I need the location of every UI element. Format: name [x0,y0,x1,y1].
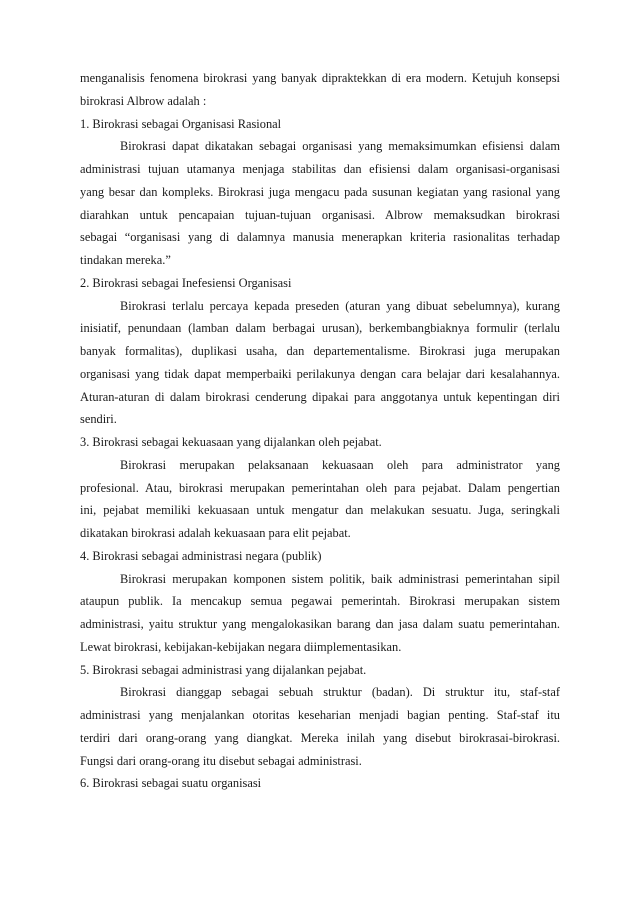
text-line: tindakan mereka.” [80,253,171,267]
text-line: diarahkan untuk pencapaian tujuan-tujuan organisasi. Albrow memaksudkan birokrasi [80,207,560,222]
text-line: Birokrasi terlalu percaya kepada preseden (aturan yang dibuat sebelumnya), kurang [120,298,560,313]
text-line: organisasi yang tidak dapat memperbaiki perilakunya dengan cara belajar dari kesalahannya. [80,366,560,381]
section-heading: 6. Birokrasi sebagai suatu organisasi [80,776,262,791]
text-line: administrasi tujuan utamanya menjaga stabilitas dan efisiensi dalam organisasi-organisasi [80,162,560,176]
text-line: profesional. Atau, birokrasi merupakan pemerintahan oleh para pejabat. Dalam pengertian [80,480,560,495]
text-line: ini, pejabat memiliki kekuasaan untuk mengatur dan melakukan sesuatu. Juga, seringkali [80,503,560,518]
section-heading: 5. Birokrasi sebagai administrasi yang dijalankan pejabat. [80,662,367,677]
section-heading: 1. Birokrasi sebagai Organisasi Rasional [80,116,282,131]
text-line: inisiatif, penundaan (lamban dalam berbagai urusan), berkembangbiaknya formulir (terlalu [80,321,560,336]
text-line: Birokrasi dapat dikatakan sebagai organisasi yang memaksimumkan efisiensi dalam [120,139,560,154]
text-line: birokrasi Albrow adalah : [80,93,207,108]
text-line: menganalisis fenomena birokrasi yang banyak dipraktekkan di era modern. Ketujuh konsepsi [80,71,560,85]
text-line: Birokrasi merupakan pelaksanaan kekuasaan oleh para administrator yang [120,457,560,472]
section-heading: 2. Birokrasi sebagai Inefesiensi Organisasi [80,275,292,290]
text-line: yang besar dan kompleks. Birokrasi juga mengacu pada susunan kegiatan yang rasional yang [80,184,560,199]
text-line: sendiri. [80,412,117,427]
text-line: ataupun publik. Ia mencakup semua pegawai pemerintah. Birokrasi merupakan sistem [80,594,560,609]
document-page [80,67,560,795]
section-heading: 3. Birokrasi sebagai kekuasaan yang dijalankan oleh pejabat. [80,435,382,449]
text-line: sebagai “organisasi yang di dalamnya manusia menerapkan kriteria rasionalitas terhadap [80,230,560,245]
text-line: Fungsi dari orang-orang itu disebut sebagai administrasi. [80,753,362,768]
text-line: banyak formalitas), duplikasi usaha, dan departementalisme. Birokrasi juga merupakan [80,344,560,358]
text-line: Birokrasi dianggap sebagai sebuah struktur (badan). Di struktur itu, staf-staf [120,685,560,700]
text-line: administrasi, yaitu struktur yang mengalokasikan barang dan jasa dalam suatu pemerintahan. [80,617,560,631]
text-line: Lewat birokrasi, kebijakan-kebijakan negara diimplementasikan. [80,639,402,654]
text-line: dikatakan birokrasi adalah kekuasaan para elit pejabat. [80,526,351,540]
text-line: Aturan-aturan di dalam birokrasi cenderung dipakai para anggotanya untuk kepentingan diri [80,389,560,404]
text-line: terdiri dari orang-orang yang diangkat. Mereka inilah yang disebut birokrasai-birokrasi. [80,730,560,745]
section-heading: 4. Birokrasi sebagai administrasi negara (publik) [80,548,322,563]
text-line: administrasi yang menjalankan otoritas keseharian menjadi bagian penting. Staf-staf itu [80,708,560,722]
text-line: Birokrasi merupakan komponen sistem politik, baik administrasi pemerintahan sipil [120,571,560,586]
